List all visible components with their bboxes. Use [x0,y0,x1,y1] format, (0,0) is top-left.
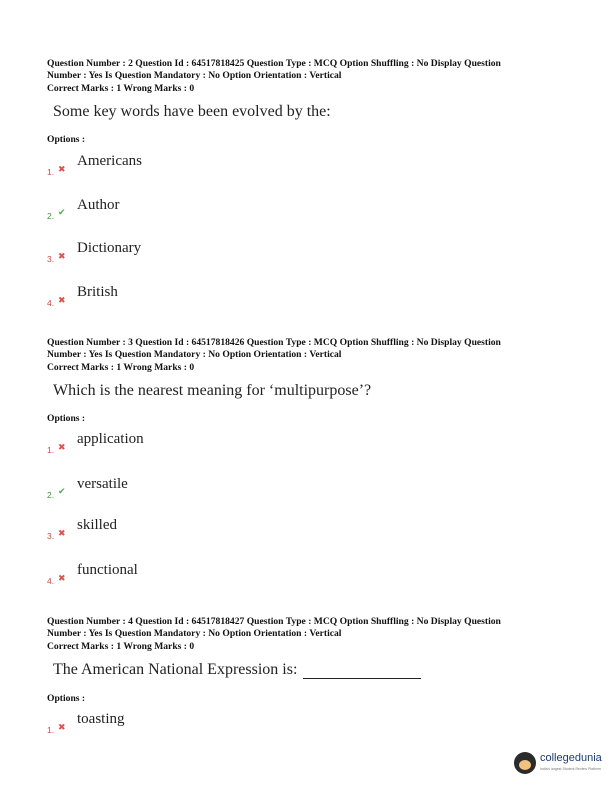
option-text: application [77,431,144,447]
cross-icon: ✖ [58,723,66,733]
options-label: Options : [47,693,86,704]
option-text: functional [77,562,138,578]
question-block-2 [47,58,562,308]
cross-icon: ✖ [58,443,66,453]
option-item [47,431,347,465]
cross-icon: ✖ [58,252,66,262]
options-label: Options : [47,134,86,145]
cross-icon: ✖ [58,529,66,539]
option-number: 1. [47,725,55,735]
option-item [47,284,347,318]
option-item [47,562,347,596]
option-text: British [77,284,118,300]
option-number: 3. [47,254,55,264]
question-meta: Question Number : 2 Question Id : 64517818425 Question Type : MCQ Option Shuffling : No Display Question Number : Yes Is Question Mandatory : No Option Orientation : Vertical Correct Marks : 1 Wrong Marks : 0 [47,58,501,94]
answer-blank [303,664,421,679]
option-item [47,240,347,274]
option-text: Dictionary [77,240,142,256]
question-block-3 [47,337,562,586]
cross-icon: ✖ [58,574,66,584]
question-text: The American National Expression is: [53,661,562,679]
option-text: Author [77,197,120,213]
question-text: Some key words have been evolved by the: [53,103,331,121]
cross-icon: ✖ [58,165,66,175]
option-item [47,197,347,231]
logo-mascot-icon [514,752,536,774]
option-text: toasting [77,711,125,727]
option-number: 4. [47,576,55,586]
option-number: 4. [47,298,55,308]
option-number: 1. [47,445,55,455]
option-text: Americans [77,153,142,169]
collegedunia-logo [514,750,606,780]
option-number: 2. [47,211,55,221]
question-text: Which is the nearest meaning for ‘multipurpose’? [53,382,372,400]
option-item [47,476,347,510]
option-number: 2. [47,490,55,500]
option-text: versatile [77,476,128,492]
option-item [47,517,347,551]
check-icon: ✔ [58,208,66,218]
option-item [47,153,347,187]
options-label: Options : [47,413,86,424]
option-item [47,711,347,745]
logo-tagline: India's largest Student Review Platform [540,767,601,771]
check-icon: ✔ [58,487,66,497]
logo-brand: collegedunia [540,752,602,764]
option-number: 3. [47,531,55,541]
option-number: 1. [47,167,55,177]
question-meta: Question Number : 4 Question Id : 64517818427 Question Type : MCQ Option Shuffling : No Display Question Number : Yes Is Question Mandatory : No Option Orientation : Vertical Correct Marks : 1 Wrong Marks : 0 [47,616,501,652]
option-text: skilled [77,517,117,533]
question-meta: Question Number : 3 Question Id : 64517818426 Question Type : MCQ Option Shuffling : No Display Question Number : Yes Is Question Mandatory : No Option Orientation : Vertical Correct Marks : 1 Wrong Marks : 0 [47,337,501,373]
question-block-4 [47,616,562,735]
cross-icon: ✖ [58,296,66,306]
